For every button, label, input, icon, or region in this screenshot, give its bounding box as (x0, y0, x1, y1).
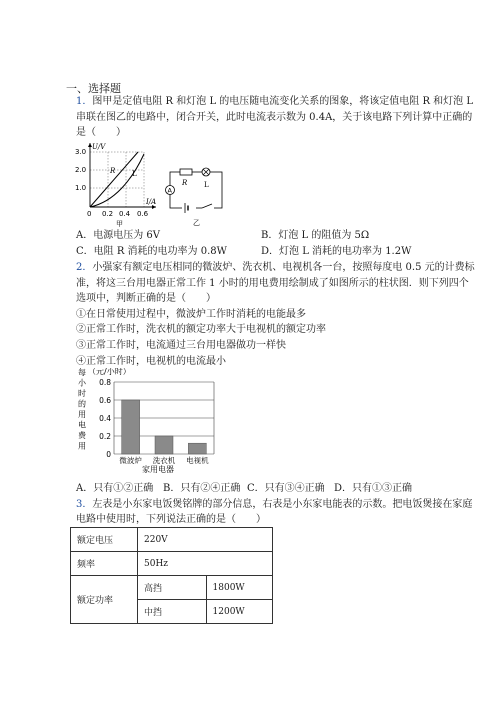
q2-statement-3: ③正常工作时，电流通过三台用电器做功一样快 (76, 340, 286, 351)
section-title: 一、选择题 (66, 82, 121, 95)
ytick-2: 2.0 (75, 166, 87, 174)
ylabel-char: 电 (78, 420, 86, 430)
category-label: 洗衣机 (152, 456, 176, 465)
ylabel-char: 时 (78, 389, 86, 398)
ytick-label: 0 (106, 450, 111, 459)
circuit-yi (160, 160, 240, 228)
ytick-1: 1.0 (75, 184, 87, 192)
category-label: 电视机 (186, 456, 209, 465)
ytick-label: 0.4 (99, 414, 111, 423)
spec-table (70, 527, 273, 624)
q1-line1-text: 图甲是定值电阻 R 和灯泡 L 的电压随电流变化关系的图象，将该定值电阻 R 和灯泡 L (92, 96, 473, 107)
graph-ylabel: U/V (92, 143, 106, 151)
xtick-06: 0.6 (137, 210, 149, 218)
q2-line2: 准，将这三台用电器正常工作 1 小时的用电费用绘制成了如图所示的柱状图．则下列四个 (76, 278, 469, 289)
circuit-l-label: L (204, 181, 209, 189)
q1-option-a[interactable]: A．电源电压为 6V (76, 230, 160, 241)
q1-line3: 是（ ） (76, 127, 126, 138)
q1-option-d[interactable]: D．灯泡 L 消耗的电功率为 1.2W (261, 246, 412, 257)
q2-option-c[interactable]: C．只有③④正确 (247, 483, 325, 494)
q1-option-c[interactable]: C．电阻 R 消耗的电功率为 0.8W (76, 246, 227, 257)
graph-xlabel: I/A (146, 198, 157, 206)
bar (155, 436, 173, 454)
table-row (71, 576, 273, 600)
row-value-voltage: 220V (138, 528, 273, 552)
table-row (71, 528, 273, 552)
q2-number: 2． (76, 262, 93, 273)
ytick-label: 0.8 (99, 378, 111, 387)
table-row (71, 552, 273, 576)
circuit-caption: 乙 (193, 219, 200, 227)
q2-option-b[interactable]: B．只有②④正确 (163, 483, 241, 494)
row-value-frequency: 50Hz (138, 552, 273, 576)
ammeter-label: A (167, 186, 172, 195)
curve-l-label: L (132, 170, 137, 178)
category-label: 微波炉 (119, 456, 142, 465)
q2-line1 (76, 261, 475, 275)
chart-category-labels (119, 455, 209, 465)
q2-option-a[interactable]: A．只有①②正确 (76, 483, 154, 494)
q3-line1-text: 左表是小东家电饭煲铭牌的部分信息，右表是小东家电能表的示数。把电饭煲接在家庭 (92, 499, 473, 510)
q2-statement-2: ②正常工作时，洗衣机的额定功率大于电视机的额定功率 (76, 324, 326, 335)
xtick-04: 0.4 (119, 210, 131, 218)
ylabel-char: 每 (78, 368, 86, 377)
mid-gear-value: 1200W (206, 600, 272, 624)
chart-xlabel: 家用电器 (142, 465, 174, 474)
q1-number: 1． (76, 96, 93, 107)
q3-number: 3． (76, 499, 93, 510)
chart-unit: （元/小时） (88, 368, 131, 376)
bar (122, 400, 140, 454)
row-label-frequency: 频率 (71, 552, 138, 576)
row-label-power: 额定功率 (71, 576, 138, 624)
mid-gear-label: 中挡 (138, 600, 207, 624)
q1-option-b[interactable]: B．灯泡 L 的阻值为 5Ω (261, 230, 370, 241)
q1-line2: 串联在图乙的电路中，闭合开关，此时电流表示数为 0.4A，关于该电路下列计算中正确的 (76, 112, 473, 123)
q3-line1 (76, 498, 472, 512)
q2-line1-text: 小强家有额定电压相同的微波炉、洗衣机、电视机各一台，按照每度电 0.5 元的计费标 (92, 262, 475, 273)
ylabel-char: 费 (78, 431, 86, 440)
q2-line3: 选项中，判断正确的是（ ） (76, 293, 216, 304)
curve-r-label: R (110, 167, 116, 175)
q1-line1 (76, 95, 473, 109)
q2-statement-4: ④正常工作时，电视机的电流最小 (76, 356, 226, 367)
q3-line2: 电路中使用时，下列说法正确的是（ ） (76, 514, 266, 525)
chart-ylabel (78, 368, 87, 451)
high-gear-label: 高挡 (138, 576, 207, 600)
graph-caption: 甲 (116, 220, 123, 228)
line-r (90, 152, 138, 207)
curve-l (90, 154, 144, 207)
bar-chart (74, 368, 224, 476)
ylabel-char: 用 (78, 410, 86, 419)
xtick-02: 0.2 (102, 210, 114, 218)
graph-jia (74, 140, 164, 232)
q2-statement-1: ①在日常使用过程中，微波炉工作时消耗的电能最多 (76, 309, 306, 320)
circuit-r-label: R (182, 179, 188, 187)
bar (188, 443, 206, 454)
high-gear-value: 1800W (206, 576, 272, 600)
xtick-0: 0 (87, 210, 92, 218)
row-label-voltage: 额定电压 (71, 528, 138, 552)
ylabel-char: 的 (78, 399, 86, 409)
ylabel-char: 小 (78, 378, 86, 388)
ytick-3: 3.0 (75, 148, 87, 156)
chart-ytick-labels (99, 378, 111, 459)
ytick-label: 0.2 (99, 432, 111, 441)
chart-bars (122, 400, 207, 454)
resistor-symbol (180, 169, 192, 175)
ytick-label: 0.6 (99, 396, 111, 405)
ylabel-char: 用 (78, 441, 86, 451)
q2-option-d[interactable]: D．只有①③正确 (334, 483, 413, 494)
